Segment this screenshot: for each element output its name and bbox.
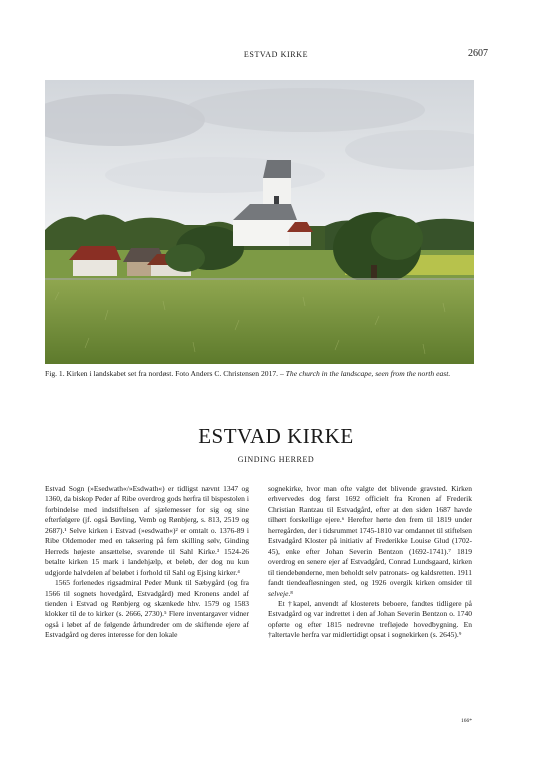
paragraph: 1565 forlenedes rigsadmiral Peder Munk til Sæbygård (og fra 1566 til sognets hovedgård, Estvadgård) med Kronens andel af tienden i Estvad og Rønbjerg og skænkede hhv. 1579 og 1583 klokker til de to kirker (s. 2666, 2730).⁵ Flere inventargaver vidner også i løbet af de følgende århundreder om de skiftende ejere af Estvadgård og deres interesse for den lokale	[45, 578, 249, 640]
text-column-right	[268, 484, 472, 641]
running-head-title: ESTVAD KIRKE	[243, 50, 309, 59]
article-title: ESTVAD KIRKE	[198, 424, 354, 448]
church-landscape-photo	[45, 80, 474, 364]
page-number: 2607	[468, 48, 488, 59]
caption-english: The church in the landscape, seen from the north east.	[285, 369, 451, 378]
text-column-left	[45, 484, 249, 641]
paragraph: sognekirke, hvor man ofte valgte det blivende gravsted. Kirken erhvervedes dog først 1692 officielt fra Kronen af Frederik Christian Rantzau til Estvadgård, efter at den siden 1687 havde tilhørt forskellige ejere.⁶ Herefter hørte den frem til 1819 under herregården, der i tidsrummet 1745-1810 var omdannet til stiftelsen Estvadgård Kloster på initiativ af Frederikke Louise Glud (1702-45), enke efter Johan Severin Bentzon (1692-1741).⁷ 1819 overdrog en senere ejer af Estvadgård, Conrad Lundsgaard, kirken til tiendebønderne, men beholdt selv patronats- og kaldsretten. 1911 fandt tiendeafløsningen sted, og 1926 overgik kirken omsider til selveje.⁸	[268, 484, 472, 598]
signature-mark: 166*	[461, 718, 472, 724]
caption-danish: Fig. 1. Kirken i landskabet set fra nordøst. Foto Anders C. Christensen 2017. –	[45, 369, 284, 378]
italic-term: selveje	[268, 588, 289, 598]
paragraph: Et †kapel, anvendt af klosterets beboere, fandtes tidligere på Estvadgård og var indrettet i den af Johan Severin Bentzon o. 1740 opførte og efter 1815 nedrevne trefløjede hovedbygning. En †altertavle herfra var midlertidigt opsat i sognekirken (s. 2645).⁹	[268, 598, 472, 640]
article-subtitle: GINDING HERRED	[237, 455, 315, 464]
figure-caption	[45, 369, 475, 380]
paragraph: Estvad Sogn (»Esedwath«/»Esdwath«) er tidligst nævnt 1347 og 1360, da biskop Peder af Ribe overdrog gods herfra til bispestolen i forbindelse med indstiftelsen af sjælemesser for sig og sine efterfølgere (jf. også Bøvling, Vemb og Rønbjerg, s. 813, 2519 og 2687).¹ Selve kirken i Estvad (»esdwath«)² er omtalt o. 1376-89 i Ribe Oldemoder med en taksering på fem skilling sølv, Ginding Herreds højeste ansættelse, svarende til Sahl Kirke.³ 1524-26 betalte kirken 15 mark i landehjælp, et beløb, der dog nu kun udgjorde halvdelen af beløbet i forhold til Sahl og Ejsing kirker.⁴	[45, 484, 249, 577]
